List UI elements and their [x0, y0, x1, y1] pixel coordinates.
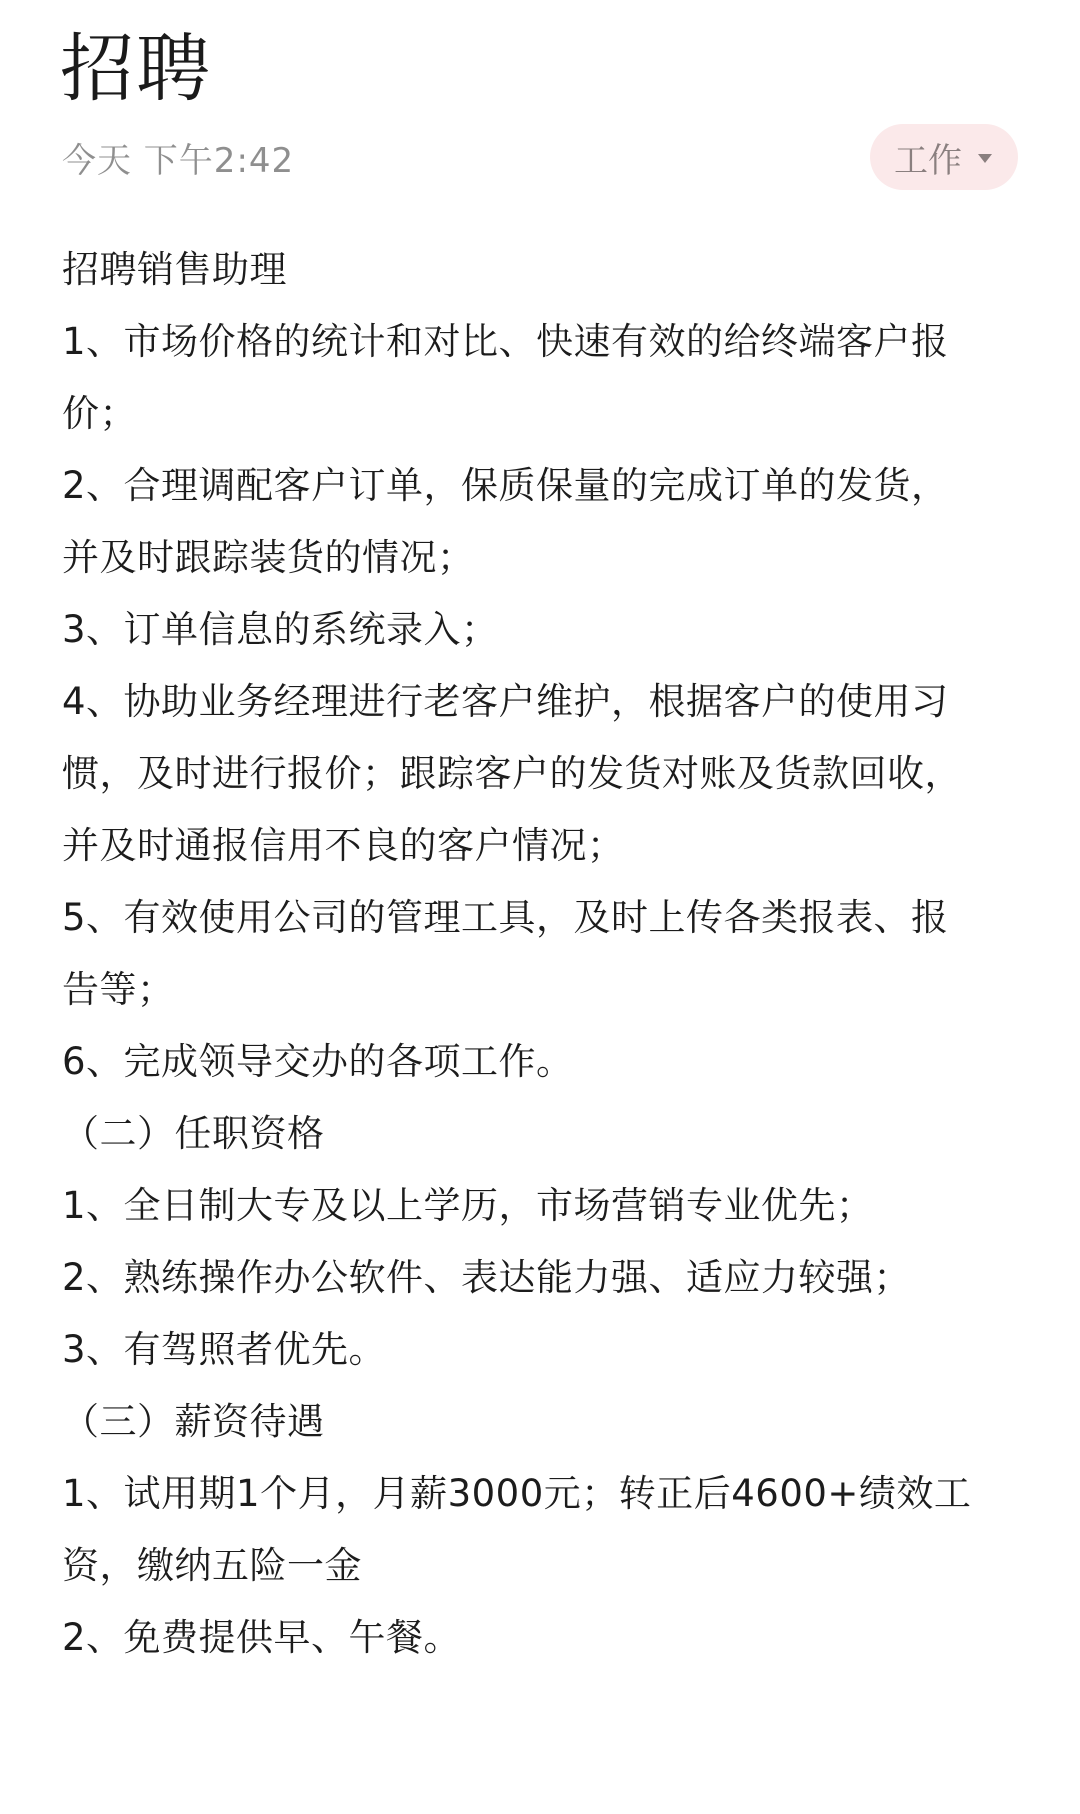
note-line: 2、熟练操作办公软件、表达能力强、适应力较强；: [62, 1256, 912, 1299]
note-section-heading: （三）薪资待遇: [62, 1400, 325, 1443]
note-line: 1、市场价格的统计和对比、快速有效的给终端客户报: [62, 320, 949, 363]
note-line: 并及时通报信用不良的客户情况；: [62, 824, 625, 867]
note-line: 1、试用期1个月，月薪3000元；转正后4600+绩效工: [62, 1472, 972, 1515]
note-line: 5、有效使用公司的管理工具，及时上传各类报表、报: [62, 896, 949, 939]
note-line: 并及时跟踪装货的情况；: [62, 536, 475, 579]
category-selector-button[interactable]: [870, 124, 1018, 190]
category-label: 工作: [894, 140, 962, 181]
note-section-heading: （二）任职资格: [62, 1112, 325, 1155]
note-line: 1、全日制大专及以上学历，市场营销专业优先；: [62, 1184, 874, 1227]
note-body[interactable]: [62, 234, 1026, 1674]
note-line: 资，缴纳五险一金: [62, 1544, 362, 1587]
note-line: 2、合理调配客户订单，保质保量的完成订单的发货，: [62, 464, 949, 507]
note-line: 告等；: [62, 968, 175, 1011]
note-line: 价；: [62, 392, 137, 435]
note-line: 招聘销售助理: [62, 248, 287, 291]
note-line: 4、协助业务经理进行老客户维护，根据客户的使用习: [62, 680, 949, 723]
note-line: 惯，及时进行报价；跟踪客户的发货对账及货款回收，: [62, 752, 962, 795]
note-timestamp: 今天 下午2:42: [62, 140, 295, 181]
note-line: 3、有驾照者优先。: [62, 1328, 387, 1371]
note-line: 2、免费提供早、午餐。: [62, 1616, 462, 1659]
note-line: 3、订单信息的系统录入；: [62, 608, 499, 651]
note-meta-row: [62, 124, 1018, 190]
chevron-down-icon: [978, 154, 992, 163]
note-line: 6、完成领导交办的各项工作。: [62, 1040, 574, 1083]
note-title[interactable]: 招聘: [60, 26, 212, 112]
